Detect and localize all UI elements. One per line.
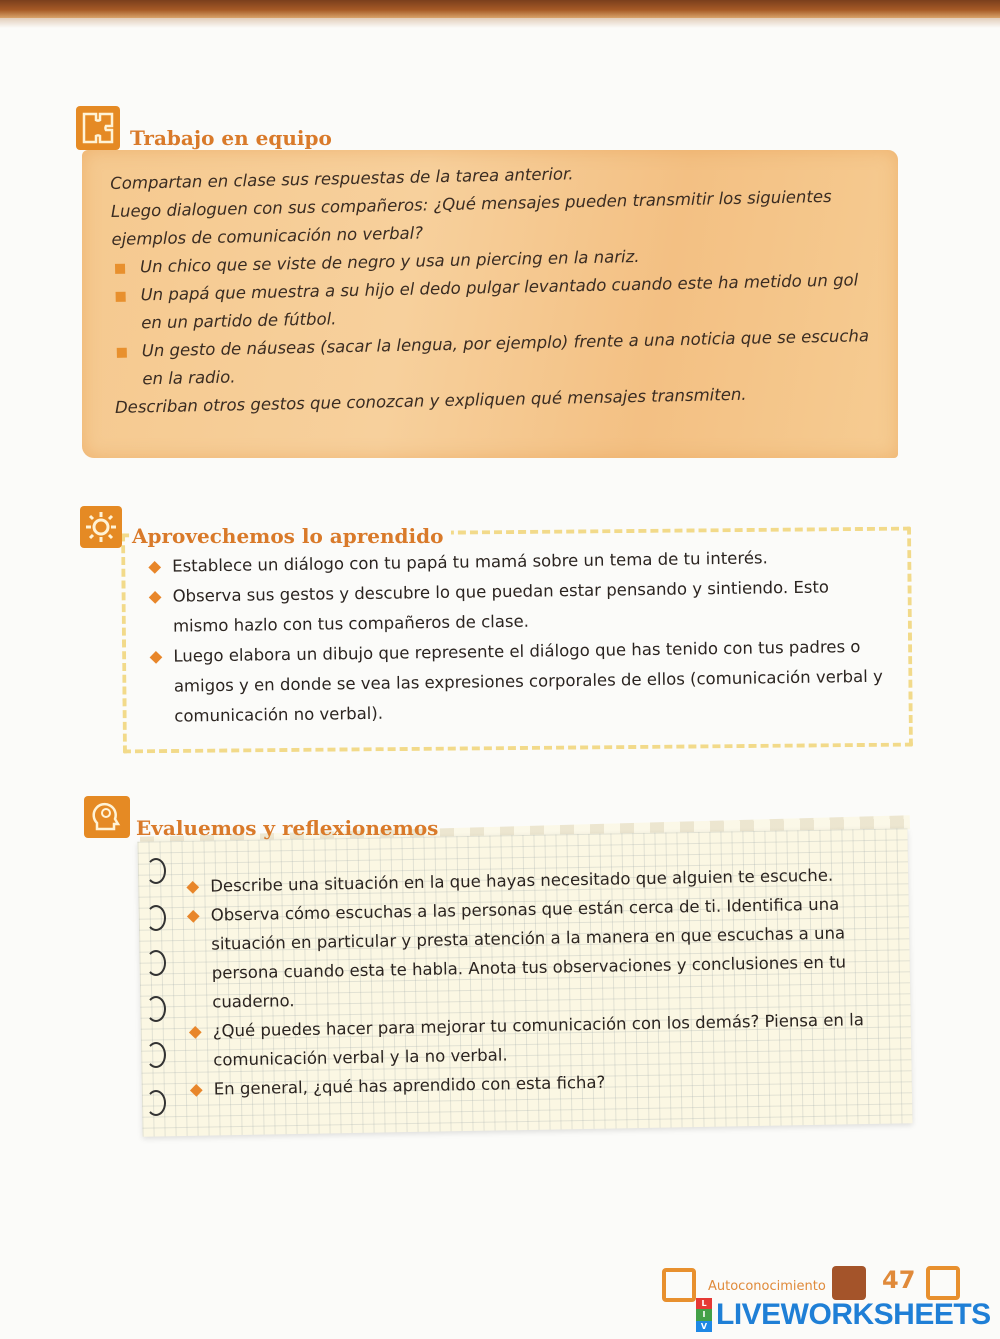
team-list [112,238,875,394]
list-item [149,632,890,732]
footer-frame-icon [926,1266,960,1300]
footer-block-icon [832,1266,866,1300]
team-intro-2: Luego dialoguen con sus compañeros: ¿Qué mensajes pueden transmitir los siguientes ejemplos de comunicación no verbal? [110,186,832,249]
evaluate-section-title: Evaluemos y reflexionemos [136,816,439,840]
sun-icon [80,506,122,548]
team-closing: Describan otros gestos que conozcan y expliquen qué mensajes transmiten. [114,384,747,417]
diamond-bullet-icon [190,1084,203,1097]
footer-frame-icon [662,1268,696,1302]
top-border-shadow [0,18,1000,28]
badge-letter-v: V [696,1321,712,1332]
evaluate-item-2: Observa cómo escuchas a las personas que están cerca de ti. Identifica una situación en particular y presta atención a la manera en que escuchas a una persona cuando esta te habla. Anota tus observaciones y conclusiones en tu cuaderno. [210,894,847,1012]
square-bullet-icon [115,264,125,274]
diamond-bullet-icon [149,591,162,604]
apply-item-1: Establece un diálogo con tu papá tu mamá sobre un tema de tu interés. [172,548,768,576]
apply-section-title: Aprovechemos lo aprendido [132,524,451,548]
puzzle-icon [76,106,120,150]
evaluate-item-4: En general, ¿qué has aprendido con esta ficha? [213,1072,606,1099]
diamond-bullet-icon [189,1026,202,1039]
diamond-bullet-icon [186,881,199,894]
ring-icon [146,950,166,976]
list-item [187,889,889,1017]
page-number: 47 [882,1266,916,1294]
liveworksheets-badge-icon [696,1298,712,1332]
evaluate-list [186,860,890,1104]
diamond-bullet-icon [187,910,200,923]
ring-icon [146,1042,166,1068]
badge-letter-i: I [696,1309,712,1320]
head-thinking-icon-graphic [89,801,125,833]
team-intro-1: Compartan en clase sus respuestas de la tarea anterior. [110,164,574,193]
team-content [110,154,875,422]
puzzle-icon-graphic [80,110,116,146]
team-item-1: Un chico que se viste de negro y usa un piercing en la nariz. [139,246,640,277]
diamond-bullet-icon [150,651,163,664]
team-item-3: Un gesto de náuseas (sacar la lengua, por ejemplo) frente a una noticia que se escucha en la radio. [141,326,870,389]
square-bullet-icon [117,348,127,358]
badge-letter-l: L [696,1298,712,1309]
ring-icon [146,905,166,931]
ring-icon [146,858,166,884]
list-item [148,572,889,642]
team-section-title: Trabajo en equipo [130,126,332,150]
head-thinking-icon [84,796,130,838]
apply-item-3: Luego elabora un dibujo que represente el diálogo que has tenido con tus padres o amigos y en donde se vea las expresiones corporales de ellos (comunicación verbal y comunicación no verbal). [173,637,883,726]
top-border [0,0,1000,18]
liveworksheets-text: LIVEWORKSHEETS [716,1298,991,1331]
apply-item-2: Observa sus gestos y descubre lo que puedan estar pensando y sintiendo. Esto mismo hazlo con tus compañeros de clase. [172,577,830,636]
square-bullet-icon [116,292,126,302]
evaluate-item-3: ¿Qué puedes hacer para mejorar tu comunicación con los demás? Piensa en la comunicación verbal y la no verbal. [212,1010,865,1070]
apply-list [148,542,890,732]
team-item-2: Un papá que muestra a su hijo el dedo pulgar levantado cuando este ha metido un gol en un partido de fútbol. [140,270,859,333]
liveworksheets-logo[interactable] [696,1298,991,1332]
diamond-bullet-icon [148,561,161,574]
ring-icon [146,1090,166,1116]
footer-section-label: Autoconocimiento [708,1279,826,1294]
evaluate-item-1: Describe una situación en la que hayas necesitado que alguien te escuche. [210,865,834,896]
sun-icon-graphic [84,510,118,544]
ring-icon [146,996,166,1022]
